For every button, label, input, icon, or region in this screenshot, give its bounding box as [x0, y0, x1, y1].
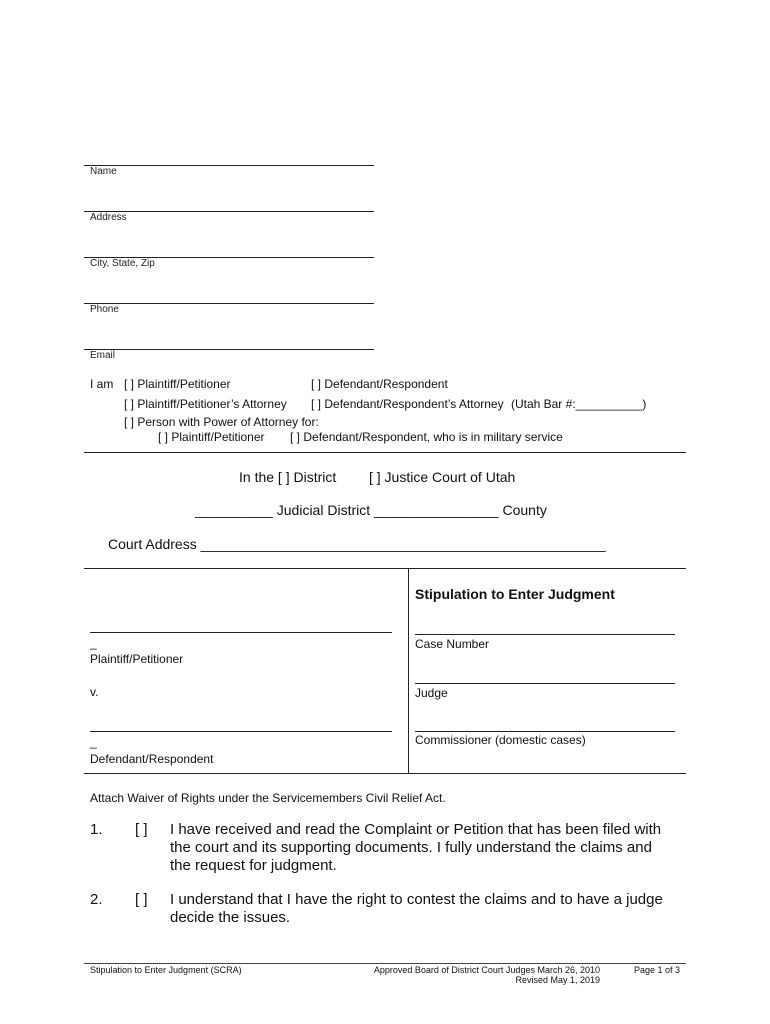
poa-defendant-checkbox[interactable]: [ ]	[290, 430, 301, 444]
city-label: City, State, Zip	[90, 258, 155, 269]
caption-vertical-divider	[408, 568, 409, 773]
plaintiff-attorney-checkbox[interactable]: [ ]	[124, 397, 135, 411]
item-1-line-3: the request for judgment.	[170, 857, 337, 874]
item-1-text	[170, 821, 680, 875]
phone-line	[84, 303, 374, 304]
footer-approval	[346, 965, 600, 985]
case-number-label: Case Number	[415, 637, 490, 651]
bar-number-field[interactable]: (Utah Bar #:__________)	[510, 397, 647, 411]
address-label: Address	[90, 212, 127, 223]
item-2-text	[170, 891, 680, 927]
county-label: County	[502, 502, 547, 518]
poa-checkbox[interactable]: [ ]	[124, 415, 135, 429]
poa-plaintiff-label: Plaintiff/Petitioner	[171, 430, 265, 444]
phone-label: Phone	[90, 304, 119, 315]
defendant-checkbox[interactable]: [ ]	[311, 377, 322, 391]
defendant-attorney-label: Defendant/Respondent’s Attorney	[324, 397, 504, 411]
item-2-checkbox[interactable]: [ ]	[135, 891, 148, 908]
address-line	[84, 211, 374, 212]
email-label: Email	[90, 350, 116, 361]
commissioner-label: Commissioner (domestic cases)	[415, 733, 586, 747]
item-2-number: 2.	[90, 891, 103, 908]
county-field[interactable]: ________________	[374, 502, 499, 518]
defendant-name-line	[90, 731, 392, 732]
judge-label: Judge	[415, 686, 448, 700]
district-label: District	[293, 469, 337, 485]
court-address-row	[108, 536, 606, 552]
judge-line	[415, 683, 675, 684]
justice-court-option[interactable]	[369, 469, 515, 485]
scra-instruction: Attach Waiver of Rights under the Servicemembers Civil Relief Act.	[90, 791, 446, 805]
defendant-attorney-option[interactable]	[311, 397, 646, 411]
document-title: Stipulation to Enter Judgment	[415, 586, 615, 602]
poa-option[interactable]	[124, 415, 319, 429]
poa-defendant-option[interactable]	[290, 430, 563, 444]
district-checkbox[interactable]: [ ]	[277, 469, 290, 485]
plaintiff-checkbox[interactable]: [ ]	[124, 377, 135, 391]
item-1-line-2: the court and its supporting documents. I fully understand the claims and	[170, 839, 652, 856]
footer-revised-date: Revised May 1, 2019	[515, 975, 600, 985]
court-address-label: Court Address	[108, 536, 197, 552]
versus-label: v.	[90, 685, 99, 699]
defendant-label: Defendant/Respondent	[324, 377, 448, 391]
poa-plaintiff-option[interactable]	[158, 430, 265, 444]
section-divider-top	[84, 452, 686, 453]
party-row-1	[90, 377, 113, 391]
poa-defendant-label: Defendant/Respondent, who is in military service	[303, 430, 563, 444]
case-number-line	[415, 634, 675, 635]
caption-plaintiff-label: Plaintiff/Petitioner	[90, 652, 184, 666]
plaintiff-attorney-option[interactable]	[124, 397, 287, 411]
judicial-district-field[interactable]: __________	[195, 502, 273, 518]
footer-form-title: Stipulation to Enter Judgment (SCRA)	[90, 965, 242, 975]
in-the-label: In the	[239, 469, 275, 485]
name-line	[84, 165, 374, 166]
court-address-field[interactable]: ____________________________________________________	[200, 536, 606, 552]
defendant-option[interactable]	[311, 377, 448, 391]
plaintiff-name-line	[90, 632, 392, 633]
plaintiff-option[interactable]	[124, 377, 231, 391]
footer-approved-date: Approved Board of District Court Judges March 26, 2010	[373, 965, 600, 975]
footer-page-number: Page 1 of 3	[633, 965, 680, 975]
plaintiff-label: Plaintiff/Petitioner	[137, 377, 231, 391]
plaintiff-underscore: _	[90, 636, 97, 650]
item-1-checkbox[interactable]: [ ]	[135, 821, 148, 838]
caption-defendant-label: Defendant/Respondent	[90, 752, 214, 766]
caption-bottom-border	[84, 773, 686, 774]
judicial-district-label: Judicial District	[276, 502, 371, 518]
name-label: Name	[90, 166, 117, 177]
commissioner-line	[415, 731, 675, 732]
defendant-underscore: _	[90, 735, 97, 749]
item-1-line-1: I have received and read the Complaint or Petition that has been filed with	[170, 821, 662, 838]
court-type-row	[239, 469, 336, 485]
defendant-attorney-checkbox[interactable]: [ ]	[311, 397, 322, 411]
judicial-district-row	[195, 502, 547, 518]
poa-label: Person with Power of Attorney for:	[137, 415, 319, 429]
item-1-number: 1.	[90, 821, 103, 838]
i-am-label: I am	[90, 377, 114, 391]
plaintiff-attorney-label: Plaintiff/Petitioner’s Attorney	[137, 397, 287, 411]
justice-court-label[interactable]: [ ] Justice Court of Utah	[369, 469, 516, 485]
poa-plaintiff-checkbox[interactable]: [ ]	[158, 430, 169, 444]
email-line	[84, 349, 374, 350]
caption-top-border	[84, 568, 686, 569]
item-2-line-1: I understand that I have the right to contest the claims and to have a judge	[170, 891, 663, 908]
footer-divider	[84, 963, 686, 964]
item-2-line-2: decide the issues.	[170, 909, 291, 926]
